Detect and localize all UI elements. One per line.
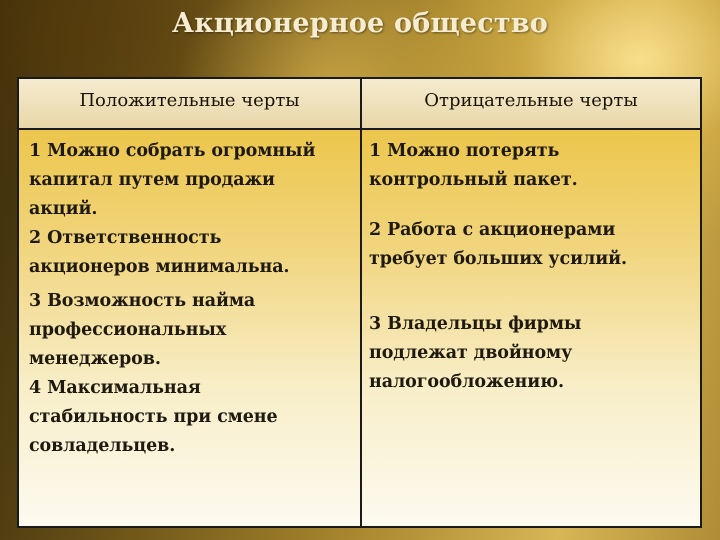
positive-item-4-line-3: совладельцев. (29, 436, 176, 456)
positive-item-2-line-2: акционеров минимальна. (29, 257, 290, 277)
header-negative-traits: Отрицательные черты (424, 90, 638, 111)
header-positive-traits: Положительные черты (79, 90, 300, 111)
positive-item-1-line-3: акций. (29, 199, 98, 219)
comparison-table (17, 77, 702, 528)
negative-item-1 (369, 137, 700, 195)
positive-item-3-line-3: менеджеров. (29, 349, 161, 369)
slide-title: Акционерное общество (172, 8, 548, 39)
positive-item-1-line-2: капитал путем продажи (29, 170, 275, 190)
positive-item-2 (29, 224, 360, 282)
positive-item-1-line-1: 1 Можно собрать огромный (29, 141, 316, 161)
positive-item-2-line-1: 2 Ответственность (29, 228, 222, 248)
negative-item-3-line-2: подлежат двойному (369, 343, 573, 363)
negative-item-3-line-1: 3 Владельцы фирмы (369, 314, 582, 334)
positive-item-4-line-1: 4 Максимальная (29, 378, 201, 398)
negative-item-3 (369, 310, 700, 397)
positive-item-3-line-1: 3 Возможность найма (29, 291, 256, 311)
negative-item-2-line-2: требует больших усилий. (369, 249, 627, 269)
negative-traits-cell (362, 130, 700, 526)
positive-item-3-line-2: профессиональных (29, 320, 227, 340)
positive-item-4-line-2: стабильность при смене (29, 407, 278, 427)
negative-item-1-line-1: 1 Можно потерять (369, 141, 560, 161)
positive-item-1 (29, 137, 360, 224)
positive-item-3 (29, 287, 360, 374)
negative-item-1-line-2: контрольный пакет. (369, 170, 578, 190)
positive-traits-cell (19, 130, 360, 526)
negative-item-2-line-1: 2 Работа с акционерами (369, 220, 616, 240)
positive-item-4 (29, 374, 360, 461)
negative-item-3-line-3: налогообложению. (369, 372, 564, 392)
negative-item-2 (369, 216, 700, 274)
